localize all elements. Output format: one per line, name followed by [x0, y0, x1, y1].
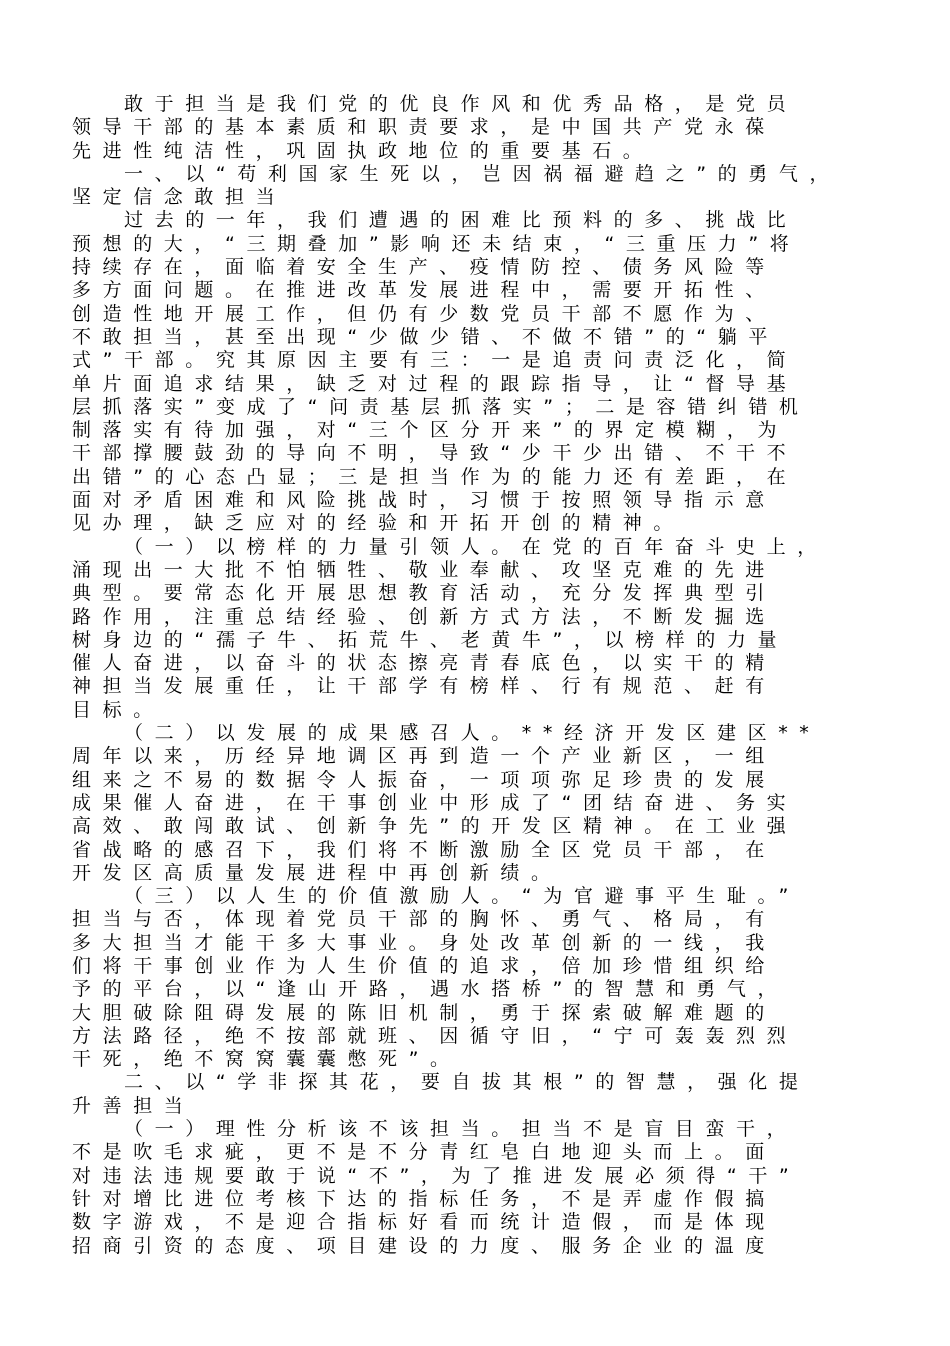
paragraph-line: 不敢担当，甚至出现“少做少错、不做不错”的“躺平: [72, 325, 779, 348]
section-heading-line: 升善担当: [72, 1094, 195, 1117]
paragraph-line: 树身边的“孺子牛、拓荒牛、老黄牛”，以榜样的力量: [72, 628, 789, 651]
paragraph-line: 出错”的心态凸显；三是担当作为的能力还有差距，在: [72, 465, 798, 488]
paragraph-line: 创造性地开展工作，但仍有少数党员干部不愿作为、: [72, 302, 776, 325]
paragraph-line: 神担当发展重任，让干部学有榜样、行有规范、赶有: [72, 675, 776, 698]
paragraph-line: 们将干事创业作为人生价值的追求，倍加珍惜组织给: [72, 954, 776, 977]
paragraph-line: 招商引资的态度、项目建设的力度、服务企业的温度: [72, 1234, 776, 1257]
paragraph-line: 单片面追求结果，缺乏对过程的跟踪指导，让“督导基: [72, 372, 798, 395]
paragraph-line: 干部撑腰鼓劲的导向不明，导致“少干少出错、不干不: [72, 442, 798, 465]
paragraph-line: 大胆破除阻碍发展的陈旧机制，勇于探索破解难题的: [72, 1001, 776, 1024]
paragraph-line: 多方面问题。在推进改革发展进程中，需要开拓性、: [72, 279, 776, 302]
paragraph-line: 多大担当才能干多大事业。身处改革创新的一线，我: [72, 931, 776, 954]
paragraph-line: 干死，绝不窝窝囊囊憋死”。: [72, 1048, 461, 1071]
paragraph-line: 式”干部。究其原因主要有三：一是追责问责泛化，简: [72, 349, 798, 372]
subsection-line: （一）以榜样的力量引领人。在党的百年奋斗史上，: [124, 535, 828, 558]
subsection-line: （一）理性分析该不该担当。担当不是盲目蛮干，: [124, 1118, 798, 1141]
paragraph-line: 予的平台，以“逢山开路，遇水搭桥”的智慧和勇气，: [72, 978, 789, 1001]
paragraph-line: 预想的大，“三期叠加”影响还未结束，“三重压力”将: [72, 232, 801, 255]
subsection-line: （三）以人生的价值激励人。“为官避事平生耻。”: [124, 885, 800, 908]
paragraph-line: 对违法违规要敢于说“不”，为了推进发展必须得“干”: [72, 1164, 801, 1187]
section-heading-line: 坚定信念敢担当: [72, 186, 287, 209]
paragraph-line: 催人奋进，以奋斗的状态擦亮青春底色，以实干的精: [72, 652, 776, 675]
paragraph-line: 领导干部的基本素质和职责要求，是中国共产党永葆: [72, 116, 776, 139]
paragraph-line: 典型。要常态化开展思想教育活动，充分发挥典型引: [72, 582, 776, 605]
paragraph-line: 路作用，注重总结经验、创新方式方法，不断发掘选: [72, 605, 776, 628]
paragraph-line: 面对矛盾困难和风险挑战时，习惯于按照领导指示意: [72, 489, 776, 512]
paragraph-line: 过去的一年，我们遭遇的困难比预料的多、挑战比: [124, 209, 798, 232]
paragraph-line: 组来之不易的数据令人振奋，一项项弥足珍贵的发展: [72, 768, 776, 791]
paragraph-line: 涌现出一大批不怕牺牲、敬业奉献、攻坚克难的先进: [72, 558, 776, 581]
paragraph-line: 开发区高质量发展进程中再创新绩。: [72, 861, 562, 884]
section-heading-line: 一、以“苟利国家生死以，岂因祸福避趋之”的勇气，: [124, 162, 841, 185]
section-heading-line: 二、以“学非探其花，要自拔其根”的智慧，强化提: [124, 1071, 810, 1094]
paragraph-line: 敢于担当是我们党的优良作风和优秀品格，是党员: [124, 93, 798, 115]
paragraph-line: 成果催人奋进，在干事创业中形成了“团结奋进、务实: [72, 791, 798, 814]
paragraph-line: 见办理，缺乏应对的经验和开拓开创的精神。: [72, 512, 685, 535]
paragraph-line: 目标。: [72, 698, 164, 721]
paragraph-line: 数字游戏，不是迎合指标好看而统计造假，而是体现: [72, 1211, 776, 1234]
paragraph-line: 周年以来，历经异地调区再到造一个产业新区，一组: [72, 745, 776, 768]
subsection-line: （二）以发展的成果感召人。**经济开发区建区**: [124, 722, 821, 745]
paragraph-line: 高效、敢闯敢试、创新争先”的开发区精神。在工业强: [72, 815, 798, 838]
paragraph-line: 担当与否，体现着党员干部的胸怀、勇气、格局，有: [72, 908, 776, 931]
paragraph-line: 持续存在，面临着安全生产、疫情防控、债务风险等: [72, 256, 776, 279]
paragraph-line: 先进性纯洁性，巩固执政地位的重要基石。: [72, 139, 654, 162]
paragraph-line: 制落实有待加强，对“三个区分开来”的界定模糊，为: [72, 419, 789, 442]
document-body: [72, 93, 892, 1258]
paragraph-line: 层抓落实”变成了“问责基层抓落实”；二是容错纠错机: [72, 395, 810, 418]
paragraph-line: 方法路径，绝不按部就班、因循守旧，“宁可轰轰烈烈: [72, 1024, 798, 1047]
paragraph-line: 针对增比进位考核下达的指标任务，不是弄虚作假搞: [72, 1187, 776, 1210]
paragraph-line: 不是吹毛求疵，更不是不分青红皂白地迎头而上。面: [72, 1141, 776, 1164]
paragraph-line: 省战略的感召下，我们将不断激励全区党员干部，在: [72, 838, 776, 861]
